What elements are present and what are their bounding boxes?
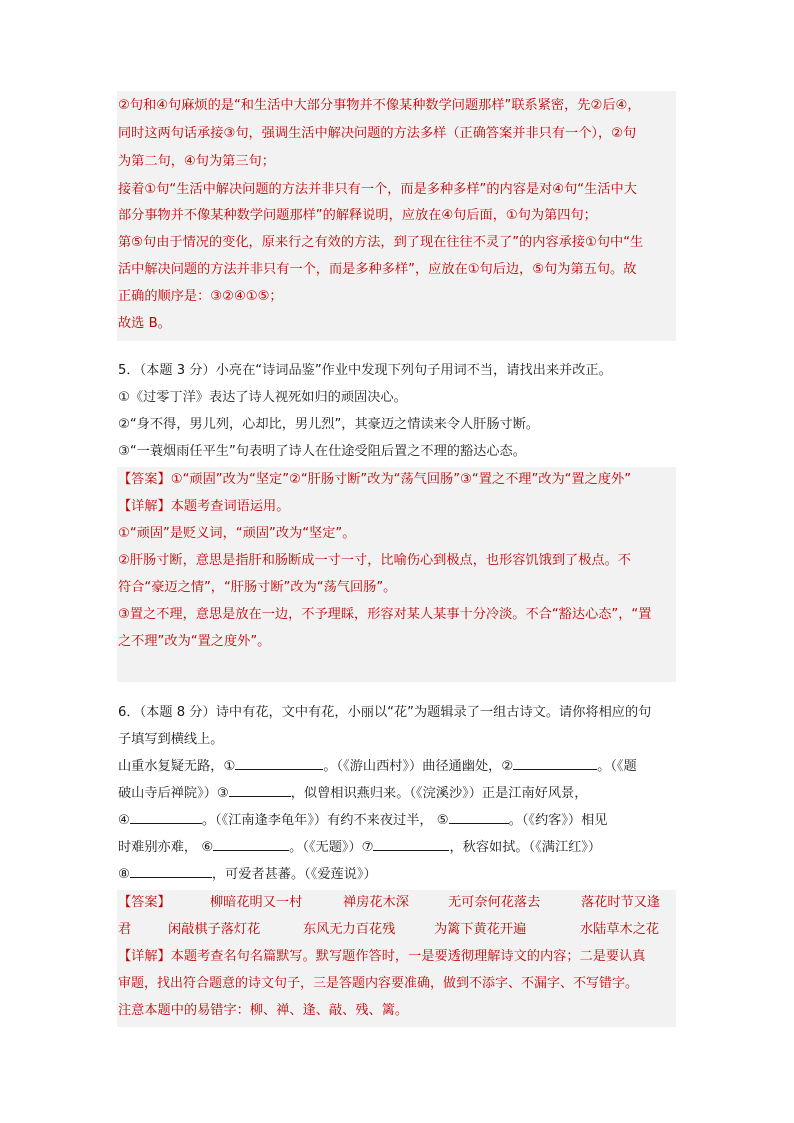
answer-item: 落花时节又逢 bbox=[581, 895, 661, 910]
blank-4[interactable] bbox=[130, 809, 202, 824]
fill-text: 。（《游山西村》）曲径通幽处，② bbox=[323, 759, 514, 774]
question-5-item-1: ①《过零丁洋》表达了诗人视死如归的顽固决心。 bbox=[118, 390, 407, 405]
fill-line-4 bbox=[118, 834, 601, 861]
detail-line: 之不理”改为“置之度外”。 bbox=[118, 634, 271, 649]
detail-line: 审题，找出符合题意的诗文句子，三是答题内容要准确，做到不添字、不漏字、不写错字。 bbox=[118, 976, 639, 991]
blank-5[interactable] bbox=[449, 809, 509, 824]
explanation-line: 为第二句，④句为第三句； bbox=[118, 154, 275, 169]
explanation-line: 故选 B。 bbox=[118, 316, 171, 331]
detail-text: 本题考查词语运用。 bbox=[170, 499, 290, 514]
question-5-stem: 5．（本题 3 分）小亮在“诗词品鉴”作业中发现下列句子用词不当，请找出来并改正。 bbox=[118, 363, 612, 378]
fill-text: 时难别亦难， ⑥ bbox=[118, 840, 214, 855]
blank-2[interactable] bbox=[513, 755, 597, 770]
fill-text: ，秋容如拭。（《满江红》） bbox=[449, 840, 602, 855]
detail-line: 注意本题中的易错字：柳、禅、逢、敲、残、篱。 bbox=[118, 1003, 409, 1018]
answer-item: 闲敲棋子落灯花 bbox=[168, 922, 261, 937]
answer-item: 水陆草木之花 bbox=[580, 922, 660, 937]
answer-tag: 【答案】 bbox=[118, 472, 171, 487]
blank-1[interactable] bbox=[235, 755, 323, 770]
explanation-line: 部分事物并不像某种数学问题那样”的解释说明，应放在④句后面，①句为第四句； bbox=[118, 208, 597, 223]
fill-line-1 bbox=[118, 753, 637, 780]
question-6-detail bbox=[118, 943, 646, 970]
question-6-stem: 6．（本题 8 分）诗中有花，文中有花，小丽以“花”为题辑录了一组古诗文。请你将相应的句 bbox=[118, 705, 652, 720]
answer-item: 君 bbox=[118, 922, 132, 937]
question-5-item-2: ②“身不得，男儿列，心却比，男儿烈”，其豪迈之情读来令人肝肠寸断。 bbox=[118, 417, 540, 432]
explanation-line: 接着①句“生活中解决问题的方法并非只有一个，而是多种多样”的内容是对④句“生活中大 bbox=[118, 182, 637, 197]
detail-tag: 【详解】 bbox=[118, 499, 171, 514]
detail-line: ③置之不理，意思是放在一边，不予理睬，形容对某人某事十分冷淡。不合“豁达心态”，“置 bbox=[118, 607, 652, 622]
fill-text: ⑧ bbox=[118, 867, 130, 882]
explanation-line: 正确的顺序是：③②④①⑤； bbox=[118, 289, 283, 304]
answer-item: 无可奈何花落去 bbox=[448, 895, 541, 910]
detail-tag: 【详解】 bbox=[118, 949, 171, 964]
blank-7[interactable] bbox=[373, 836, 449, 851]
fill-text: ④ bbox=[118, 813, 130, 828]
detail-text: 本题考查名句名篇默写。默写题作答时，一是要透彻理解诗文的内容；二是要认真 bbox=[170, 949, 646, 964]
fill-text: 。（《无题》）⑦ bbox=[289, 840, 374, 855]
question-5-answer bbox=[118, 466, 631, 493]
answer-text: ①“顽固”改为“坚定”②“肝肠寸断”改为“荡气回肠”③“置之不理”改为“置之度外” bbox=[170, 472, 632, 487]
fill-text: 。（《约客》）相见 bbox=[508, 813, 608, 828]
question-6-answer-2 bbox=[118, 916, 660, 943]
detail-line: ②肝肠寸断，意思是指肝和肠断成一寸一寸，比喻伤心到极点，也形容饥饿到了极点。不 bbox=[118, 553, 631, 568]
detail-line: ①“顽固”是贬义词，“顽固”改为“坚定”。 bbox=[118, 526, 356, 541]
fill-text: 。（《江南逢李龟年》）有约不来夜过半， ⑤ bbox=[201, 813, 449, 828]
fill-line-3 bbox=[118, 807, 608, 834]
detail-line: 符合“豪迈之情”，“肝肠寸断”改为“荡气回肠”。 bbox=[118, 580, 397, 595]
question-5-item-3: ③“一蓑烟雨任平生”句表明了诗人在仕途受阻后置之不理的豁达心态。 bbox=[118, 444, 526, 459]
answer-item: 柳暗花明又一村 bbox=[210, 895, 303, 910]
fill-line-5 bbox=[118, 861, 377, 888]
question-6-answer bbox=[118, 889, 661, 916]
blank-6[interactable] bbox=[213, 836, 289, 851]
fill-line-2 bbox=[118, 780, 587, 807]
answer-item: 禅房花木深 bbox=[343, 895, 409, 910]
answer-item: 为篱下黄花开遍 bbox=[434, 922, 527, 937]
explanation-line: ②句和④句麻烦的是“和生活中大部分事物并不像某种数学问题那样”联系紧密，先②后④， bbox=[118, 98, 641, 113]
fill-text: ，似曾相识燕归来。（《浣溪沙》）正是江南好风景， bbox=[290, 786, 588, 801]
blank-8[interactable] bbox=[130, 863, 212, 878]
fill-text: 。（《题 bbox=[597, 759, 637, 774]
blank-3[interactable] bbox=[229, 782, 291, 797]
answer-item: 东风无力百花残 bbox=[303, 922, 396, 937]
explanation-line: 第⑤句由于情况的变化，原来行之有效的方法，到了现在往往不灵了”的内容承接①句中“生 bbox=[118, 235, 644, 250]
fill-text: ，可爱者甚蕃。（《爱莲说》） bbox=[211, 867, 377, 882]
explanation-line: 活中解决问题的方法并非只有一个，而是多种多样”，应放在①句后边，⑤句为第五句。故 bbox=[118, 262, 637, 277]
explanation-line: 同时这两句话承接③句，强调生活中解决问题的方法多样（正确答案并非只有一个），②句 bbox=[118, 126, 637, 141]
fill-text: 破山寺后禅院》）③ bbox=[118, 786, 229, 801]
question-6-stem-2: 子填写到横线上。 bbox=[118, 732, 224, 747]
question-5-detail bbox=[118, 493, 289, 520]
answer-tag: 【答案】 bbox=[118, 895, 171, 910]
fill-text: 山重水复疑无路，① bbox=[118, 759, 236, 774]
